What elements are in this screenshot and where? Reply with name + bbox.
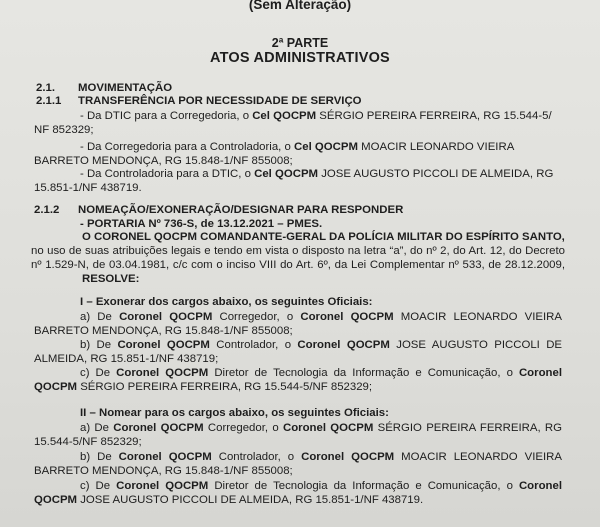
exonerate-heading: I – Exonerar dos cargos abaixo, os seguintes Oficiais: [80,296,373,308]
exonerate-item-c-cont: QOCPM SÉRGIO PEREIRA FERREIRA, RG 15.544-5/NF 852329; [34,381,373,393]
section-title: ATOS ADMINISTRATIVOS [210,50,390,66]
appoint-item-c-cont: QOCPM JOSE AUGUSTO PICCOLI DE ALMEIDA, RG 15.851-1/NF 438719. [34,494,424,506]
subsection-heading: TRANSFERÊNCIA POR NECESSIDADE DE SERVIÇO [78,95,362,107]
no-change-note: (Sem Alteração) [248,0,352,12]
transfer-line-3: - Da Corregedoria para a Controladoria, o Cel QOCPM MOACIR LEONARDO VIEIRA [80,141,515,153]
subsection-heading: NOMEAÇÃO/EXONERAÇÃO/DESIGNAR PARA RESPONDER [78,204,404,216]
legal-basis-line-1: no uso de suas atribuições legais e tendo em vista o disposto na letra “a”, do nº 2, do Art. 12, do Decreto [31,245,565,257]
appoint-item-a: a) De Coronel QOCPM Corregedor, o Coronel QOCPM SÉRGIO PEREIRA FERREIRA, RG [80,422,562,434]
portaria-line: - PORTARIA Nº 736-S, de 13.12.2021 – PMES. [80,218,323,230]
subsection-number: 2.1.2 [34,204,60,216]
transfer-line-2: NF 852329; [34,124,94,136]
appoint-heading: II – Nomear para os cargos abaixo, os seguintes Oficiais: [80,407,389,419]
exonerate-item-c: c) De Coronel QOCPM Diretor de Tecnologia da Informação e Comunicação, o Coronel [80,367,562,379]
section-number: 2.1. [36,82,55,94]
exonerate-item-a: a) De Coronel QOCPM Corregedor, o Coronel QOCPM MOACIR LEONARDO VIEIRA [80,311,562,323]
commander-line: O CORONEL QOCPM COMANDANTE-GERAL DA POLÍCIA MILITAR DO ESPÍRITO SANTO, [82,231,565,243]
part-heading: 2ª PARTE [271,36,329,50]
appoint-item-b-cont: BARRETO MENDONÇA, RG 15.848-1/NF 855008; [34,465,293,477]
exonerate-item-a-cont: BARRETO MENDONÇA, RG 15.848-1/NF 855008; [34,325,293,337]
transfer-line-1: - Da DTIC para a Corregedoria, o Cel QOCPM SÉRGIO PEREIRA FERREIRA, RG 15.544-5/ [80,110,552,122]
transfer-line-6: 15.851-1/NF 438719. [34,182,142,194]
transfer-line-4: BARRETO MENDONÇA, RG 15.848-1/NF 855008; [34,155,293,167]
exonerate-item-b-cont: ALMEIDA, RG 15.851-1/NF 438719; [34,353,219,365]
transfer-line-5: - Da Controladoria para a DTIC, o Cel QOCPM JOSE AUGUSTO PICCOLI DE ALMEIDA, RG [80,168,554,180]
appoint-item-c: c) De Coronel QOCPM Diretor de Tecnologia da Informação e Comunicação, o Coronel [80,480,562,492]
section-heading: MOVIMENTAÇÃO [78,82,173,94]
exonerate-item-b: b) De Coronel QOCPM Controlador, o Coronel QOCPM JOSE AUGUSTO PICCOLI DE [80,339,563,351]
appoint-item-b: b) De Coronel QOCPM Controlador, o Coronel QOCPM MOACIR LEONARDO VIEIRA [80,451,562,463]
subsection-number: 2.1.1 [36,95,62,107]
legal-basis-line-2: nº 1.529-N, de 03.04.1981, c/c com o inciso VIII do Art. 6º, da Lei Complementar nº 533, de 28.12.2009, [31,259,565,271]
appoint-item-a-cont: 15.544-5/NF 852329; [34,436,142,448]
resolve-label: RESOLVE: [82,273,140,285]
